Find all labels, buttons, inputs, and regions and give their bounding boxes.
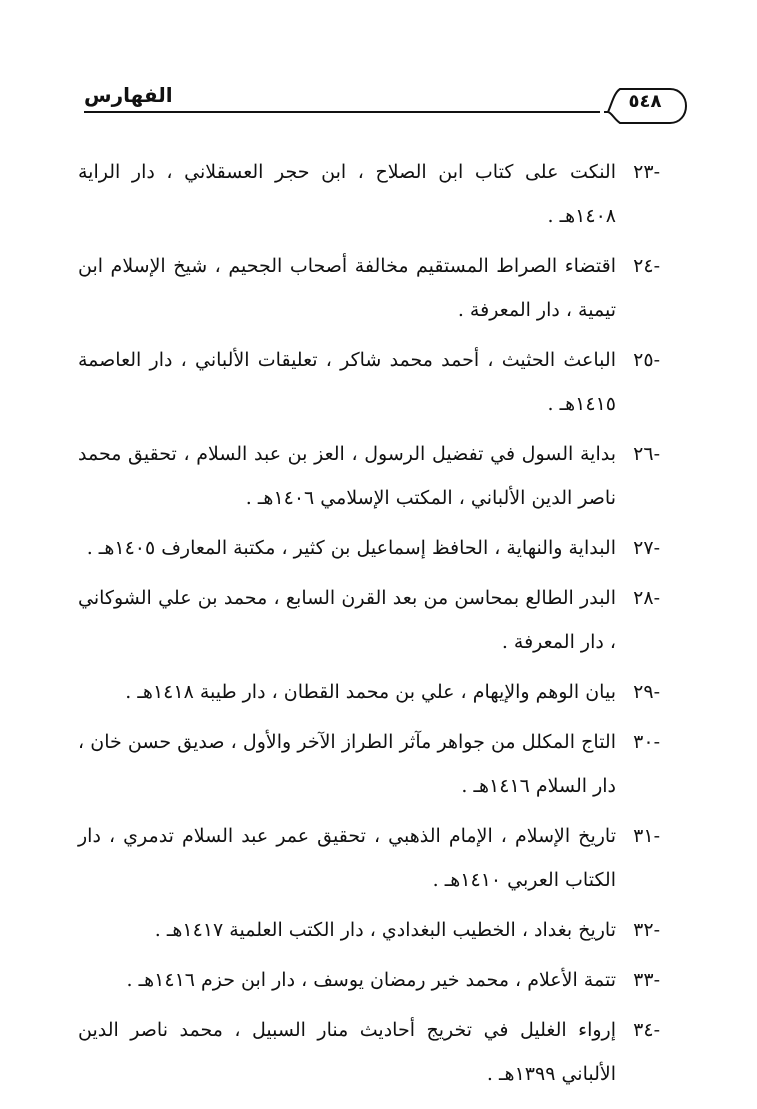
reference-number: -٣٢ (633, 919, 660, 941)
reference-text: الباعث الحثيث ، أحمد محمد شاكر ، تعليقات الألباني ، دار العاصمة ١٤١٥هـ . (78, 349, 616, 415)
reference-text: بداية السول في تفضيل الرسول ، العز بن عبد السلام ، تحقيق محمد ناصر الدين الألباني ، المكتب الإسلامي ١٤٠٦هـ . (78, 443, 616, 509)
header-rule (84, 111, 600, 113)
reference-text: اقتضاء الصراط المستقيم مخالفة أصحاب الجحيم ، شيخ الإسلام ابن تيمية ، دار المعرفة . (78, 255, 616, 321)
page-header (84, 79, 688, 125)
reference-number: -٢٧ (633, 537, 660, 559)
reference-entry (78, 670, 660, 714)
reference-text: التاج المكلل من جواهر مآثر الطراز الآخر والأول ، صديق حسن خان ، دار السلام ١٤١٦هـ . (78, 731, 616, 797)
reference-entry (78, 720, 660, 808)
references-list (78, 150, 660, 1096)
reference-text: إرواء الغليل في تخريج أحاديث منار السبيل ، محمد ناصر الدين الألباني ١٣٩٩هـ . (78, 1019, 616, 1085)
reference-number: -٣١ (633, 825, 660, 847)
reference-text: البداية والنهاية ، الحافظ إسماعيل بن كثير ، مكتبة المعارف ١٤٠٥هـ . (86, 537, 616, 559)
reference-entry (78, 432, 660, 520)
page-number-badge (602, 83, 688, 127)
reference-entry (78, 814, 660, 902)
reference-number: -٢٨ (633, 587, 660, 609)
reference-number: -٢٩ (633, 681, 660, 703)
reference-entry (78, 908, 660, 952)
reference-entry (78, 150, 660, 238)
reference-text: بيان الوهم والإيهام ، علي بن محمد القطان ، دار طيبة ١٤١٨هـ . (125, 681, 616, 703)
reference-text: تتمة الأعلام ، محمد خير رمضان يوسف ، دار ابن حزم ١٤١٦هـ . (126, 969, 616, 991)
section-title: الفهارس (84, 83, 173, 107)
reference-number: -٢٣ (633, 161, 660, 183)
reference-entry (78, 244, 660, 332)
reference-entry (78, 338, 660, 426)
reference-entry (78, 576, 660, 664)
reference-entry (78, 958, 660, 1002)
reference-entry (78, 526, 660, 570)
reference-text: تاريخ بغداد ، الخطيب البغدادي ، دار الكتب العلمية ١٤١٧هـ . (154, 919, 616, 941)
reference-text: النكت على كتاب ابن الصلاح ، ابن حجر العسقلاني ، دار الراية ١٤٠٨هـ . (78, 161, 616, 227)
page-number: ٥٤٨ (628, 91, 662, 112)
reference-number: -٣٠ (633, 731, 660, 753)
reference-number: -٣٣ (633, 969, 660, 991)
reference-entry (78, 1008, 660, 1096)
reference-number: -٣٤ (633, 1019, 660, 1041)
reference-text: البدر الطالع بمحاسن من بعد القرن السابع ، محمد بن علي الشوكاني ، دار المعرفة . (78, 587, 616, 653)
reference-number: -٢٥ (633, 349, 660, 371)
reference-number: -٢٤ (633, 255, 660, 277)
reference-text: تاريخ الإسلام ، الإمام الذهبي ، تحقيق عمر عبد السلام تدمري ، دار الكتاب العربي ١٤١٠هـ . (78, 825, 616, 891)
reference-number: -٢٦ (633, 443, 660, 465)
